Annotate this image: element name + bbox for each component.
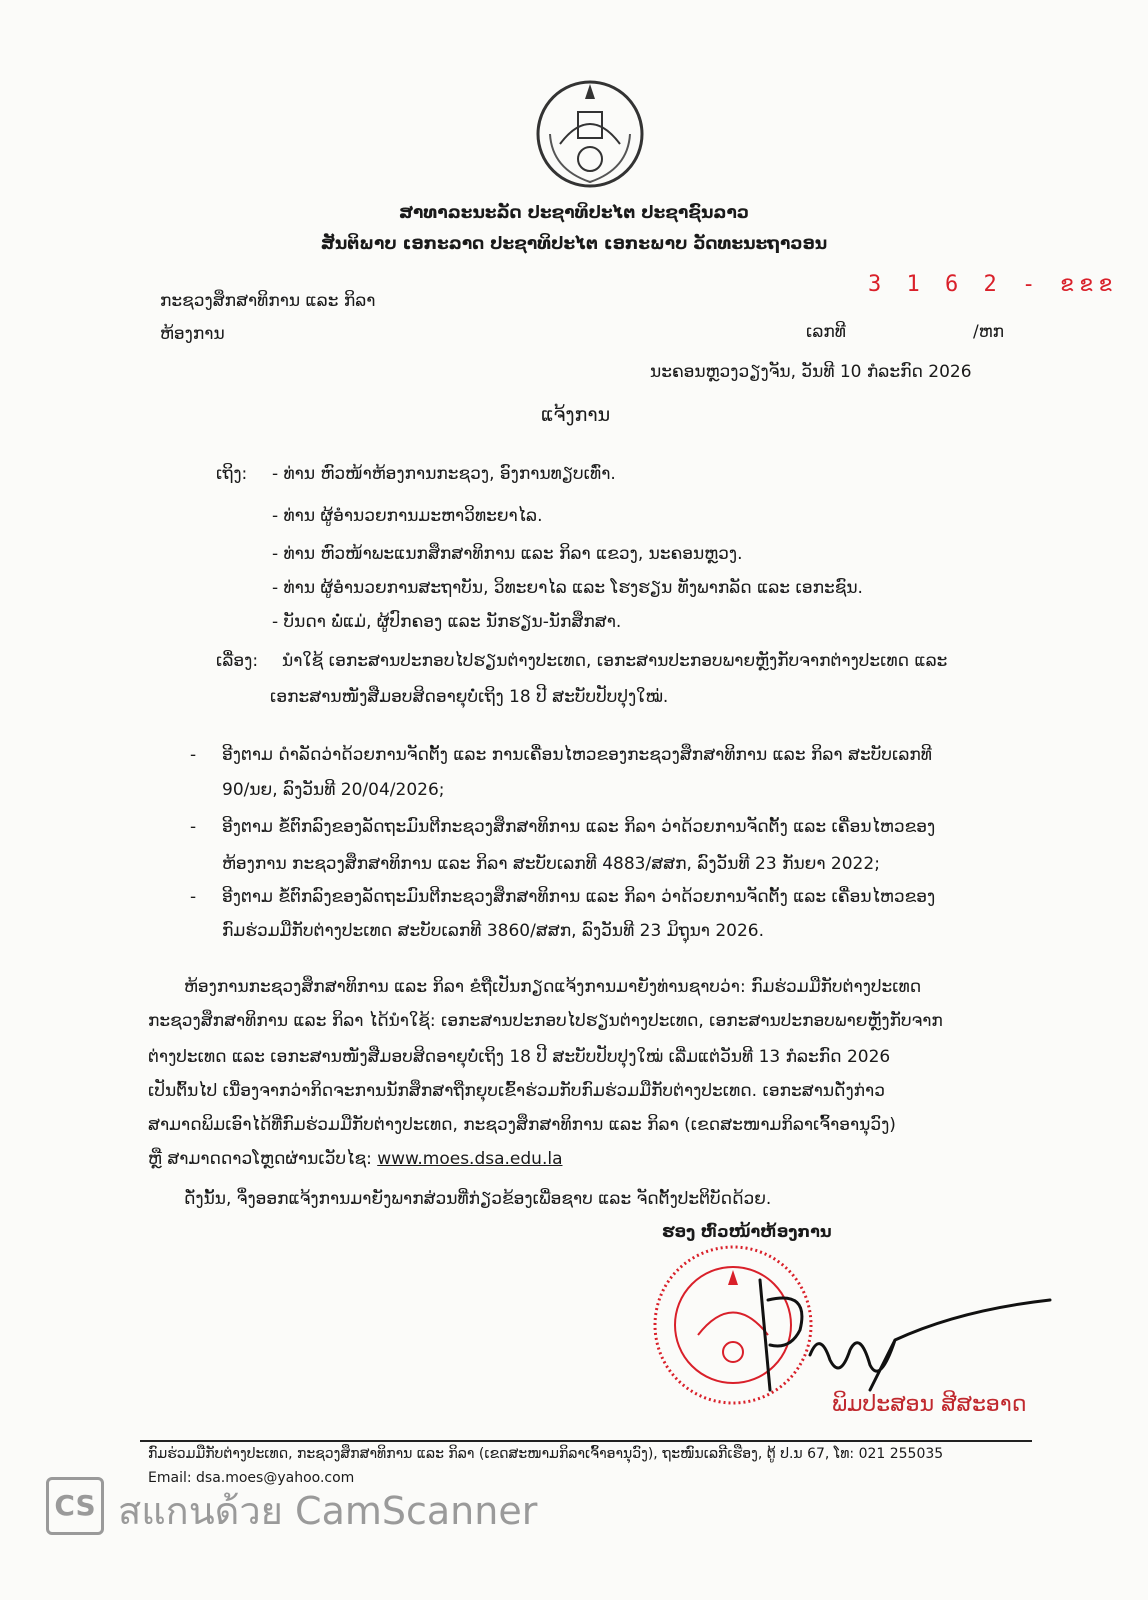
recipient-2: - ທ່ານ ຜູ້ອໍານວຍການມະຫາວິທະຍາໄລ. [272,506,543,526]
date-line: ນະຄອນຫຼວງວຽງຈັນ, ວັນທີ 10 ກໍລະກົດ 2026 [650,362,972,382]
recipient-1: - ທ່ານ ຫົວໜ້າຫ້ອງການກະຊວງ, ອົງການທຽບເທົ່າ. [272,464,616,484]
footer-email: Email: dsa.moes@yahoo.com [148,1470,355,1486]
body-line-5: ສາມາດພິມເອົາໄດ້ທີ່ກົມຮ່ວມມືກັບຕ່າງປະເທດ, ກະຊວງສຶກສາທິການ ແລະ ກິລາ (ເຂດສະໜາມກິລາເຈົ້າອານຸວົງ) [148,1115,896,1135]
number-suffix: /ຫກ [973,322,1005,342]
closing-line: ດັ່ງນັ້ນ, ຈຶ່ງອອກແຈ້ງການມາຍັງພາກສ່ວນທີ່ກ່ຽວຂ້ອງເພື່ອຊາບ ແລະ ຈັດຕັ້ງປະຕິບັດດ້ວຍ. [184,1189,772,1209]
reference-dash: - [190,887,197,907]
reference-2-line-1: ອີງຕາມ ຂໍ້ຕົກລົງຂອງລັດຖະມົນຕີກະຊວງສຶກສາທິການ ແລະ ກິລາ ວ່າດ້ວຍການຈັດຕັ້ງ ແລະ ເຄື່ອນໄຫວຂອງ [222,817,936,837]
body-line-6-prefix: ຫຼື ສາມາດດາວໂຫຼດຜ່ານເວັບໄຊ: [148,1149,372,1169]
subject-line-1: ນຳໃຊ້ ເອກະສານປະກອບໄປຮຽນຕ່າງປະເທດ, ເອກະສານປະກອບພາຍຫຼັງກັບຈາກຕ່າງປະເທດ ແລະ [282,651,948,671]
signature-icon [720,1270,1060,1400]
recipient-5: - ບັນດາ ພໍ່ແມ່, ຜູ້ປົກຄອງ ແລະ ນັກຮຽນ-ນັກສຶກສາ. [272,612,622,632]
ministry-name: ກະຊວງສຶກສາທິການ ແລະ ກິລາ [160,291,376,311]
reference-3-line-1: ອີງຕາມ ຂໍ້ຕົກລົງຂອງລັດຖະມົນຕີກະຊວງສຶກສາທິການ ແລະ ກິລາ ວ່າດ້ວຍການຈັດຕັ້ງ ແລະ ເຄື່ອນໄຫວຂອງ [222,887,936,907]
motto-header: ສັນຕິພາບ ເອກະລາດ ປະຊາທິປະໄຕ ເອກະພາບ ວັດທະນະຖາວອນ [320,234,828,254]
signatory-name: ພິມປະສອນ ສີສະອາດ [832,1392,1027,1417]
recipient-4: - ທ່ານ ຜູ້ອໍານວຍການສະຖາບັນ, ວິທະຍາໄລ ແລະ ໂຮງຮຽນ ທັງພາກລັດ ແລະ ເອກະຊົນ. [272,578,863,598]
website-link[interactable]: www.moes.dsa.edu.la [377,1149,563,1169]
reference-1-line-2: 90/ນຍ, ລົງວັນທີ 20/04/2026; [222,780,445,800]
body-line-2: ກະຊວງສຶກສາທິການ ແລະ ກິລາ ໄດ້ນໍາໃຊ້: ເອກະສານປະກອບໄປຮຽນຕ່າງປະເທດ, ເອກະສານປະກອບພາຍຫຼັງກັບຈາກ [148,1011,943,1031]
reference-dash: - [190,745,197,765]
camscanner-watermark: สแกนด้วย CamScanner [118,1489,538,1533]
footer-address: ກົມຮ່ວມມືກັບຕ່າງປະເທດ, ກະຊວງສຶກສາທິການ ແລະ ກິລາ (ເຂດສະໜາມກິລາເຈົ້າອານຸວົງ), ຖະໜົນເລກີເຮືອງ, ຕູ້ ປ.ນ 67, ໂທ: 021 255035 [148,1446,944,1462]
camscanner-logo-icon: CS [46,1477,104,1535]
subject-label: ເລື່ອງ: [216,651,259,671]
signatory-title: ຮອງ ຫົວໜ້າຫ້ອງການ [662,1222,832,1241]
reference-dash: - [190,817,197,837]
body-line-6 [148,1142,563,1177]
recipient-3: - ທ່ານ ຫົວໜ້າພະແນກສຶກສາທິການ ແລະ ກິລາ ແຂວງ, ນະຄອນຫຼວງ. [272,544,743,564]
footer-divider [140,1440,1032,1442]
reference-3-line-2: ກົມຮ່ວມມືກັບຕ່າງປະເທດ ສະບັບເລກທີ 3860/ສສກ, ລົງວັນທີ 23 ມິຖຸນາ 2026. [222,921,765,941]
reference-1-line-1: ອີງຕາມ ດໍາລັດວ່າດ້ວຍການຈັດຕັ້ງ ແລະ ການເຄື່ອນໄຫວຂອງກະຊວງສຶກສາທິການ ແລະ ກິລາ ສະບັບເລກທີ [222,745,932,765]
subject-line-2: ເອກະສານໜັງສືມອບສິດອາຍຸບໍ່ເຖິງ 18 ປີ ສະບັບປັບປຸງໃໝ່. [270,687,669,707]
number-label: ເລກທີ [806,322,846,342]
body-line-1: ຫ້ອງການກະຊວງສຶກສາທິການ ແລະ ກິລາ ຂໍຖືເປັນກຽດແຈ້ງການມາຍັງທ່ານຊາບວ່າ: ກົມຮ່ວມມືກັບຕ່າງປະເທດ [184,977,922,997]
national-emblem-icon [530,74,650,194]
reference-2-line-2: ຫ້ອງການ ກະຊວງສຶກສາທິການ ແລະ ກິລາ ສະບັບເລກທີ 4883/ສສກ, ລົງວັນທີ 23 ກັນຍາ 2022; [222,854,880,874]
document-title: ແຈ້ງການ [541,404,611,426]
body-line-3: ຕ່າງປະເທດ ແລະ ເອກະສານໜັງສືມອບສິດອາຍຸບໍ່ເຖິງ 18 ປີ ສະບັບປັບປຸງໃໝ່ ເລີ່ມແຕ່ວັນທີ 13 ກໍລະກົດ 2026 [148,1047,891,1067]
reference-number-stamp: 3 1 6 2 - ຂຂຂ [868,272,1119,297]
department-name: ຫ້ອງການ [160,324,225,344]
to-label: ເຖິງ: [216,464,248,484]
body-line-4: ເປັນຕົ້ນໄປ ເນື່ອງຈາກວ່າກິດຈະການນັກສຶກສາຖືກຍຸບເຂົ້າຮ່ວມກັບກົມຮ່ວມມືກັບຕ່າງປະເທດ. ເອກະສານດັ່ງກ່າວ [148,1081,885,1101]
country-header: ສາທາລະນະລັດ ປະຊາທິປະໄຕ ປະຊາຊົນລາວ [399,203,749,223]
